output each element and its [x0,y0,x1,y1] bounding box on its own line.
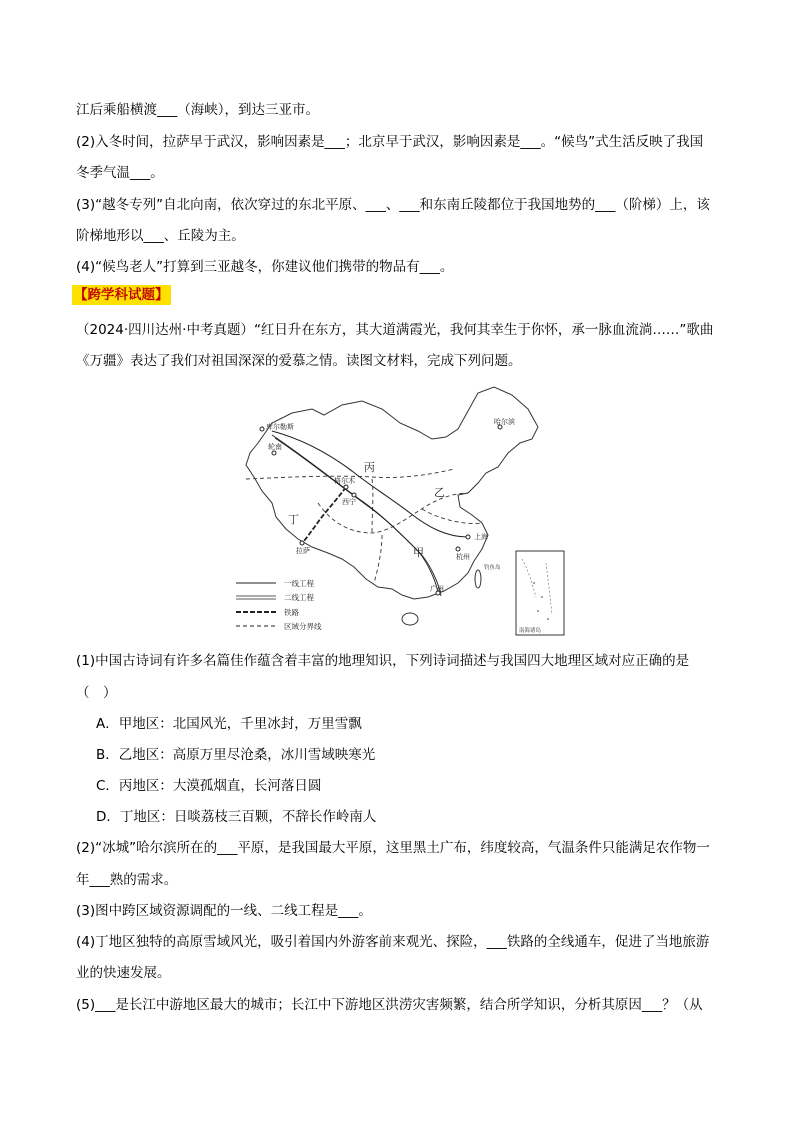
map-legend [236,578,322,631]
city-label-golmud: 格尔木 [334,477,355,485]
city-label-korla: 库尔勒斯 [266,423,294,431]
city-dot [344,485,348,489]
question-2-line-2: 冬季气温___。 [76,165,164,181]
question-1-paren: （ ） [76,685,117,701]
city-dot [272,451,276,455]
china-map-svg [232,383,572,639]
question-3-line-2: 阶梯地形以___、丘陵为主。 [76,228,245,244]
question-2b-line-1: (2)“冰城”哈尔滨所在的___平原，是我国最大平原，这里黑土广布，纬度较高，气温条件只能满足农作物一 [76,840,710,856]
question-4-line: (4)“候鸟老人”打算到三亚越冬，你建议他们携带的物品有___。 [76,259,454,275]
option-a: A．甲地区：北国风光，千里冰封，万里雪飘 [96,716,362,732]
legend-line2: 二线工程 [284,593,314,602]
railway-line [302,487,346,543]
region-label-ding: 丁 [288,513,299,526]
question-1-stem: (1)中国古诗词有许多名篇佳作蕴含着丰富的地理知识，下列诗词描述与我国四大地理区域对应正确的是 [76,653,690,669]
city-label-hangzhou: 杭州 [456,553,470,561]
city-label-xining: 西宁 [342,498,356,506]
option-b: B．乙地区：高原万里尽沧桑，冰川雪域映寒光 [96,747,376,763]
region-label-bing: 丙 [364,461,375,474]
option-d: D．丁地区：日啖荔枝三百颗，不辞长作岭南人 [96,809,377,825]
city-label-guangzhou: 广州 [430,585,444,593]
option-c: C．丙地区：大漠孤烟直，长河落日圆 [96,778,322,794]
city-label-lunnan: 轮南 [268,443,282,451]
city-label-diaoyu: 钓鱼岛 [484,565,501,571]
question-4b-line-1: (4)丁地区独特的高原雪域风光，吸引着国内外游客前来观光、探险，___铁路的全线通车，促进了当地旅游 [76,934,710,950]
pipeline-line-1 [272,431,468,537]
region-boundary [374,535,382,583]
south-sea-inset [516,551,564,635]
city-label-lhasa: 拉萨 [296,547,310,555]
question-2b-line-2: 年___熟的需求。 [76,872,178,888]
question-5-line: (5)___是长江中游地区最大的城市；长江中下游地区洪涝灾害频繁，结合所学知识，分析其原因___？（从 [76,997,703,1013]
city-label-shanghai: 上海 [474,533,488,541]
city-dot [300,541,304,545]
hainan-island [402,613,418,625]
city-dot [466,535,470,539]
region-label-yi: 乙 [434,486,445,499]
question-3-line-1: (3)“越冬专列”自北向南，依次穿过的东北平原、___、___和东南丘陵都位于我国地势的___（阶梯）上，该 [76,197,710,213]
china-map-figure [232,383,572,639]
inset-label: 南海诸岛 [519,628,542,634]
city-label-harbin: 哈尔滨 [494,418,515,426]
legend-boundary: 区域分界线 [284,622,322,631]
city-dot [352,493,356,497]
section-tag: 【跨学科试题】 [74,287,169,303]
text-line: 江后乘船横渡___（海峡），到达三亚市。 [76,102,319,118]
question-4b-line-2: 业的快速发展。 [76,965,171,981]
city-dot [260,427,264,431]
intro-line-1: （2024·四川达州·中考真题）“红日升在东方，其大道满霞光，我何其幸生于你怀，承一脉血流淌……”歌曲 [76,322,714,338]
question-3b-line: (3)图中跨区域资源调配的一线、二线工程是___。 [76,903,372,919]
taiwan-island [475,570,481,588]
region-label-jia: 甲 [413,546,424,559]
legend-railway: 铁路 [284,608,299,617]
city-dot [456,547,460,551]
question-2-line-1: (2)入冬时间，拉萨早于武汉，影响因素是___；北京早于武汉，影响因素是___。“候鸟”式生活反映了我国 [76,134,704,150]
legend-line1: 一线工程 [284,579,314,588]
intro-line-2: 《万疆》表达了我们对祖国深深的爱慕之情。读图文材料，完成下列问题。 [76,353,522,369]
